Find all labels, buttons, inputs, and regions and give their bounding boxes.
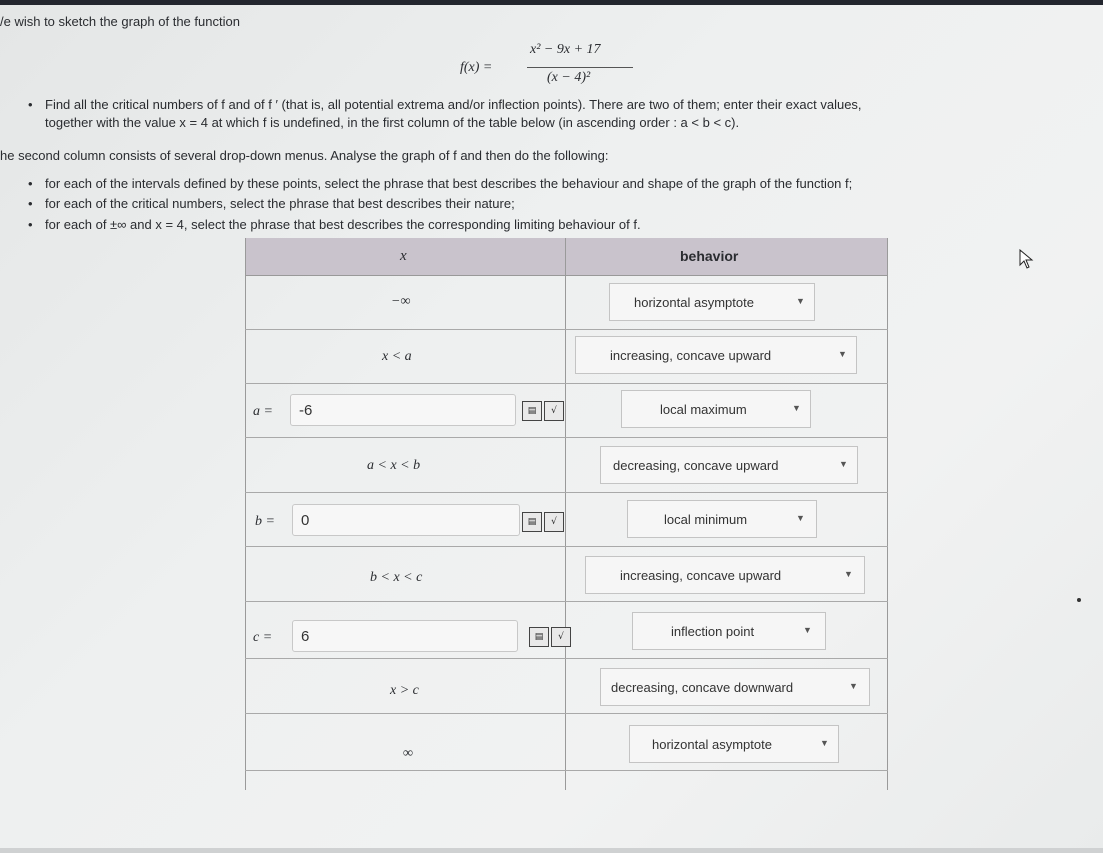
- input-tools-a[interactable]: [522, 401, 566, 423]
- row-divider: [245, 546, 888, 547]
- bullet-dot: •: [28, 196, 33, 211]
- top-bar: [0, 0, 1103, 5]
- dropdown-value: decreasing, concave downward: [611, 680, 794, 695]
- behavior-dropdown-c[interactable]: [632, 612, 826, 650]
- behavior-dropdown-a-to-b[interactable]: [600, 446, 858, 484]
- behavior-dropdown-x-greater-c[interactable]: [600, 668, 870, 706]
- chevron-down-icon: ▼: [796, 513, 805, 523]
- row-x-neg-infinity: −∞: [391, 294, 411, 309]
- dropdown-value: increasing, concave upward: [620, 568, 782, 583]
- row-divider: [245, 329, 888, 330]
- chevron-down-icon: ▼: [796, 296, 805, 306]
- preview-icon[interactable]: ▤: [522, 512, 542, 532]
- input-b[interactable]: [292, 504, 520, 536]
- math-editor-icon[interactable]: √: [544, 401, 564, 421]
- preview-icon[interactable]: ▤: [529, 627, 549, 647]
- table-header: [245, 238, 888, 276]
- table-border-left: [245, 238, 246, 790]
- chevron-down-icon: ▼: [820, 738, 829, 748]
- row-divider: [245, 770, 888, 771]
- input-tools-b[interactable]: [522, 512, 566, 534]
- formula-lhs: f(x) =: [460, 60, 493, 75]
- chevron-down-icon: ▼: [838, 349, 847, 359]
- row-divider: [245, 492, 888, 493]
- intro-text: /e wish to sketch the graph of the function: [0, 14, 240, 29]
- task-bullet-2: for each of the critical numbers, select the phrase that best describes their nature;: [45, 196, 515, 211]
- behavior-dropdown-neg-infinity[interactable]: [609, 283, 815, 321]
- function-formula: [455, 40, 655, 100]
- bullet-dot: •: [28, 176, 33, 191]
- row-divider: [245, 658, 888, 659]
- input-a[interactable]: [290, 394, 516, 426]
- dropdown-value: horizontal asymptote: [634, 295, 754, 310]
- behavior-dropdown-b-to-c[interactable]: [585, 556, 865, 594]
- c-value-field[interactable]: [293, 621, 517, 651]
- label-c: c =: [253, 630, 273, 645]
- fraction-bar: [527, 67, 633, 68]
- dropdown-value: decreasing, concave upward: [613, 458, 779, 473]
- label-b: b =: [255, 514, 275, 529]
- behavior-dropdown-b[interactable]: [627, 500, 817, 538]
- input-c[interactable]: [292, 620, 518, 652]
- row-divider: [245, 437, 888, 438]
- chevron-down-icon: ▼: [844, 569, 853, 579]
- table-border-right: [887, 238, 888, 790]
- bullet-dot: •: [28, 97, 33, 112]
- row-x-less-a: x < a: [382, 349, 412, 364]
- preview-icon[interactable]: ▤: [522, 401, 542, 421]
- math-editor-icon[interactable]: √: [551, 627, 571, 647]
- dropdown-value: local maximum: [660, 402, 747, 417]
- input-tools-c[interactable]: [529, 627, 573, 649]
- dropdown-value: local minimum: [664, 512, 748, 527]
- row-divider: [245, 601, 888, 602]
- row-x-infinity: ∞: [403, 746, 413, 761]
- b-value-field[interactable]: [293, 505, 519, 535]
- math-editor-icon[interactable]: √: [544, 512, 564, 532]
- dropdown-value: horizontal asymptote: [652, 737, 772, 752]
- dropdown-value: inflection point: [671, 624, 755, 639]
- chevron-down-icon: ▼: [803, 625, 812, 635]
- a-value-field[interactable]: [291, 395, 515, 425]
- behavior-table: [245, 238, 888, 790]
- header-x: x: [400, 248, 407, 264]
- instruction-line-1: Find all the critical numbers of f and of f ′ (that is, all potential extrema and/or inflection points). There are two of them; enter their exact values,: [45, 97, 862, 112]
- row-x-greater-c: x > c: [390, 683, 419, 698]
- behavior-dropdown-infinity[interactable]: [629, 725, 839, 763]
- row-divider: [245, 383, 888, 384]
- chevron-down-icon: ▼: [839, 459, 848, 469]
- chevron-down-icon: ▼: [792, 403, 801, 413]
- mouse-cursor-icon: [1018, 249, 1034, 269]
- chevron-down-icon: ▼: [849, 681, 858, 691]
- behavior-dropdown-a[interactable]: [621, 390, 811, 428]
- dropdown-value: increasing, concave upward: [610, 348, 772, 363]
- instruction-line-2: together with the value x = 4 at which f is undefined, in the first column of the table below (in ascending order : a < b < c).: [45, 115, 740, 130]
- bottom-bar: [0, 848, 1103, 853]
- formula-denominator: (x − 4)²: [547, 70, 591, 85]
- task-bullet-1: for each of the intervals defined by these points, select the phrase that best describes the behaviour and shape of the graph of the function f;: [45, 176, 853, 191]
- header-behavior: behavior: [680, 248, 739, 264]
- row-a-less-x-less-b: a < x < b: [367, 458, 421, 473]
- formula-numerator: x² − 9x + 17: [530, 42, 601, 57]
- behavior-dropdown-x-less-a[interactable]: [575, 336, 857, 374]
- stray-dot: [1077, 598, 1081, 602]
- row-b-less-x-less-c: b < x < c: [370, 570, 423, 585]
- task-bullet-3: for each of ±∞ and x = 4, select the phrase that best describes the corresponding limiting behaviour of f.: [45, 217, 641, 232]
- label-a: a =: [253, 404, 273, 419]
- instruction-paragraph: he second column consists of several drop-down menus. Analyse the graph of f and then do the following:: [0, 148, 609, 163]
- bullet-dot: •: [28, 217, 33, 232]
- row-divider: [245, 713, 888, 714]
